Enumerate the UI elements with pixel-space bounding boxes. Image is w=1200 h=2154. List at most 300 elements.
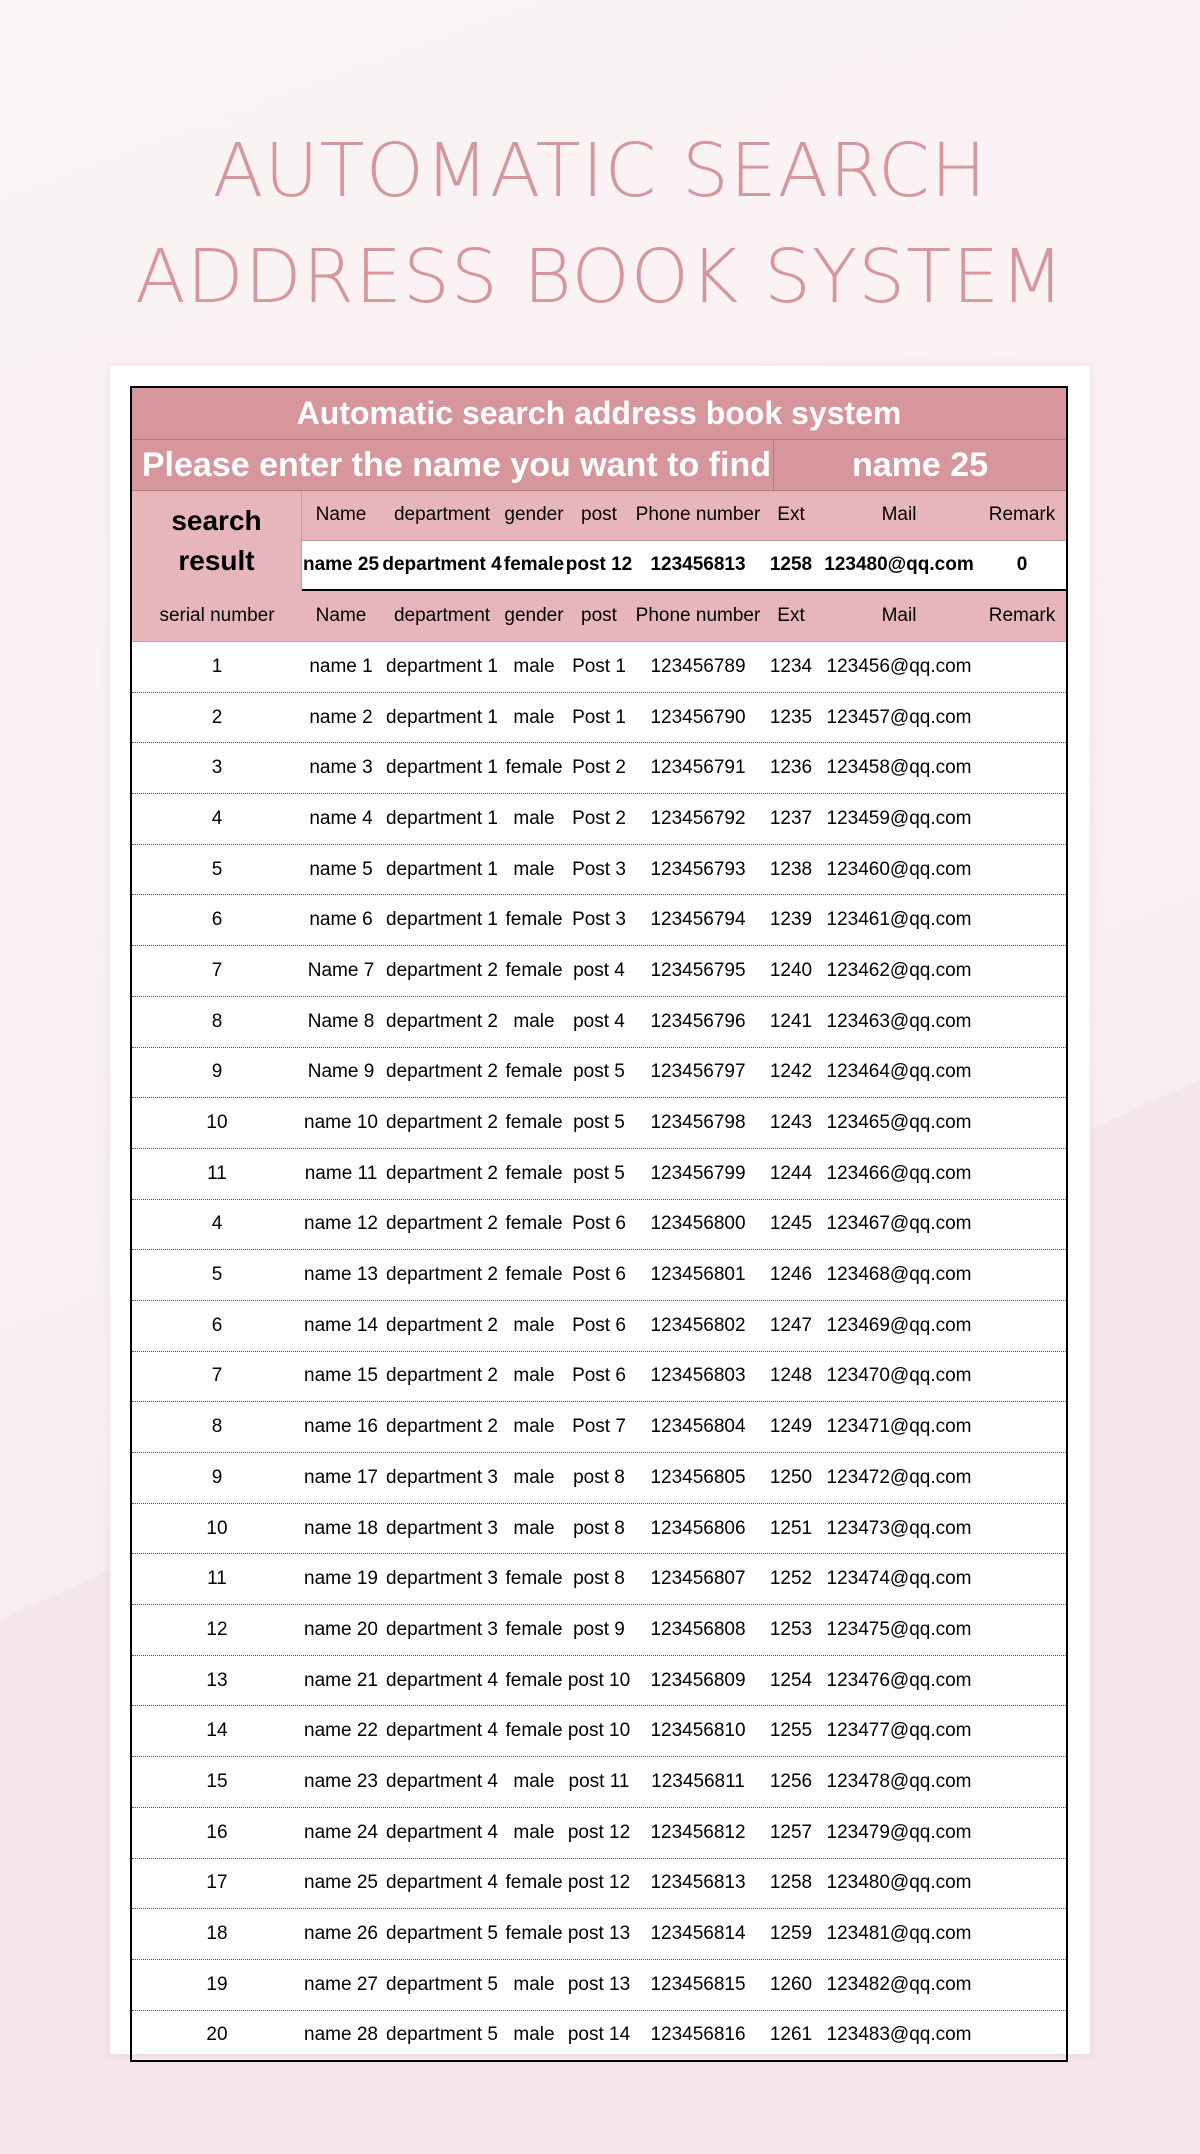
name-cell: name 23 (304, 1770, 378, 1792)
ext-cell: 1253 (769, 1618, 813, 1640)
gender-cell: male (513, 807, 555, 829)
post-cell: Post 2 (572, 757, 626, 779)
serial-number-cell: 4 (211, 1213, 223, 1235)
table-row (132, 693, 1066, 744)
remark-cell (978, 1149, 1066, 1199)
mail-cell: 123482@qq.com (826, 1973, 972, 1995)
department-cell: department 1 (386, 909, 498, 931)
table-header-cell: Ext (777, 605, 805, 626)
mail-cell: 123481@qq.com (826, 1923, 972, 1945)
ext-cell: 1258 (769, 1872, 813, 1894)
ext-cell: 1243 (769, 1112, 813, 1134)
name-cell: name 27 (304, 1973, 378, 1995)
mail-cell: 123462@qq.com (826, 959, 972, 981)
serial-number-cell: 11 (207, 1568, 227, 1590)
name-cell: name 15 (304, 1365, 378, 1387)
table-row (132, 1250, 1066, 1301)
mail-cell: 123457@qq.com (826, 706, 972, 728)
post-cell: post 8 (573, 1466, 625, 1488)
department-cell: department 4 (386, 1720, 498, 1742)
department-cell: department 1 (386, 858, 498, 880)
mail-cell: 123472@qq.com (826, 1466, 972, 1488)
remark-cell (978, 1402, 1066, 1452)
remark-cell (978, 642, 1066, 692)
department-cell: department 3 (386, 1517, 498, 1539)
post-cell: post 10 (567, 1720, 631, 1742)
page-title (0, 118, 1200, 330)
post-cell: post 5 (573, 1112, 625, 1134)
department-cell: department 2 (386, 1162, 498, 1184)
gender-cell: female (505, 959, 563, 981)
search-prompt-label: Please enter the name you want to find (132, 440, 774, 490)
table-row (132, 946, 1066, 997)
serial-number-cell: 15 (206, 1770, 228, 1792)
name-cell: name 17 (304, 1466, 378, 1488)
gender-cell: female (505, 757, 563, 779)
remark-cell (978, 946, 1066, 996)
table-row (132, 1200, 1066, 1251)
table-header-cell: Mail (881, 605, 917, 626)
serial-number-cell: 5 (211, 858, 223, 880)
post-cell: post 10 (567, 1669, 631, 1691)
table-row (132, 743, 1066, 794)
result-header-cell: Phone number (635, 504, 761, 526)
name-cell: name 4 (309, 807, 373, 829)
table-row (132, 1048, 1066, 1099)
result-header-cell: Remark (988, 504, 1056, 526)
table-header-cell: post (581, 605, 617, 626)
phone-cell: 123456794 (650, 909, 746, 931)
department-cell: department 1 (386, 706, 498, 728)
name-cell: name 13 (304, 1264, 378, 1286)
remark-cell (978, 1250, 1066, 1300)
gender-cell: female (505, 1112, 563, 1134)
gender-cell: female (505, 1669, 563, 1691)
table-row (132, 1504, 1066, 1555)
department-cell: department 2 (386, 1314, 498, 1336)
table-row (132, 1960, 1066, 2011)
department-cell: department 5 (386, 1923, 498, 1945)
remark-cell (978, 1200, 1066, 1250)
phone-cell: 123456790 (650, 706, 746, 728)
remark-cell (978, 997, 1066, 1047)
gender-cell: female (505, 909, 563, 931)
result-header-cell: Mail (881, 504, 917, 526)
mail-cell: 123479@qq.com (826, 1821, 972, 1843)
ext-cell: 1236 (769, 757, 813, 779)
gender-cell: female (505, 1923, 563, 1945)
search-prompt-row (132, 440, 1066, 491)
table-row (132, 1301, 1066, 1352)
table-header (132, 591, 1066, 642)
gender-cell: male (513, 1365, 555, 1387)
post-cell: post 5 (573, 1061, 625, 1083)
phone-cell: 123456793 (650, 858, 746, 880)
mail-cell: 123476@qq.com (826, 1669, 972, 1691)
ext-cell: 1250 (769, 1466, 813, 1488)
remark-cell (978, 693, 1066, 743)
serial-number-cell: 9 (211, 1061, 223, 1083)
gender-cell: male (513, 1973, 555, 1995)
phone-cell: 123456812 (650, 1821, 746, 1843)
result-header-cell: Ext (777, 504, 805, 526)
table-row (132, 895, 1066, 946)
ext-cell: 1235 (769, 706, 813, 728)
post-cell: post 13 (567, 1973, 631, 1995)
remark-cell (978, 1706, 1066, 1756)
result-value-cell: 123480@qq.com (824, 553, 974, 575)
remark-cell (978, 1048, 1066, 1098)
result-value-cell: female (504, 553, 564, 575)
post-cell: post 12 (567, 1821, 631, 1843)
post-cell: Post 1 (572, 706, 626, 728)
mail-cell: 123477@qq.com (826, 1720, 972, 1742)
name-cell: name 28 (304, 2024, 378, 2046)
gender-cell: female (505, 1213, 563, 1235)
mail-cell: 123463@qq.com (826, 1010, 972, 1032)
post-cell: post 14 (567, 2024, 631, 2046)
table-body (132, 642, 1066, 2060)
title-line-1: AUTOMATIC SEARCH (212, 128, 988, 214)
gender-cell: female (505, 1264, 563, 1286)
mail-cell: 123474@qq.com (826, 1568, 972, 1590)
department-cell: department 2 (386, 1112, 498, 1134)
phone-cell: 123456797 (650, 1061, 746, 1083)
remark-cell (978, 1757, 1066, 1807)
remark-cell (978, 845, 1066, 895)
remark-cell (978, 1909, 1066, 1959)
remark-cell (978, 794, 1066, 844)
remark-cell (978, 1808, 1066, 1858)
department-cell: department 4 (386, 1872, 498, 1894)
ext-cell: 1238 (769, 858, 813, 880)
post-cell: post 4 (573, 1010, 625, 1032)
result-value-cell: post 12 (565, 553, 633, 575)
phone-cell: 123456803 (650, 1365, 746, 1387)
name-cell: Name 9 (307, 1061, 375, 1083)
mail-cell: 123465@qq.com (826, 1112, 972, 1134)
serial-number-cell: 6 (211, 1314, 223, 1336)
phone-cell: 123456814 (650, 1923, 746, 1945)
phone-cell: 123456805 (650, 1466, 746, 1488)
table-row (132, 642, 1066, 693)
mail-cell: 123483@qq.com (826, 2024, 972, 2046)
serial-number-cell: 3 (211, 757, 223, 779)
phone-cell: 123456811 (651, 1770, 745, 1792)
mail-cell: 123480@qq.com (826, 1872, 972, 1894)
search-name-input[interactable]: name 25 (851, 445, 989, 484)
gender-cell: male (513, 706, 555, 728)
table-row (132, 997, 1066, 1048)
serial-number-cell: 14 (206, 1720, 228, 1742)
ext-cell: 1244 (769, 1162, 813, 1184)
remark-cell (978, 895, 1066, 945)
search-result-block (132, 491, 1066, 591)
post-cell: post 9 (573, 1618, 625, 1640)
mail-cell: 123466@qq.com (826, 1162, 972, 1184)
remark-cell (978, 743, 1066, 793)
name-cell: name 2 (309, 706, 373, 728)
post-cell: Post 6 (572, 1264, 626, 1286)
ext-cell: 1251 (769, 1517, 813, 1539)
table-row (132, 1757, 1066, 1808)
address-book-sheet (130, 386, 1068, 2062)
serial-number-cell: 6 (211, 909, 223, 931)
table-row (132, 1808, 1066, 1859)
serial-number-cell: 2 (211, 706, 223, 728)
ext-cell: 1257 (769, 1821, 813, 1843)
search-result-label-line-1: search (171, 505, 262, 536)
department-cell: department 4 (386, 1669, 498, 1691)
result-value-cell: 0 (1016, 553, 1028, 575)
mail-cell: 123475@qq.com (826, 1618, 972, 1640)
mail-cell: 123464@qq.com (826, 1061, 972, 1083)
serial-number-cell: 18 (206, 1923, 228, 1945)
department-cell: department 2 (386, 1061, 498, 1083)
serial-number-cell: 20 (206, 2024, 228, 2046)
result-header-cell: post (581, 504, 617, 526)
mail-cell: 123459@qq.com (826, 807, 972, 829)
table-header-cell: Phone number (635, 605, 761, 626)
mail-cell: 123473@qq.com (826, 1517, 972, 1539)
table-row (132, 1605, 1066, 1656)
mail-cell: 123469@qq.com (826, 1314, 972, 1336)
table-header-cell: department (393, 605, 491, 626)
name-cell: name 26 (304, 1923, 378, 1945)
name-cell: name 24 (304, 1821, 378, 1843)
serial-number-cell: 7 (211, 1365, 223, 1387)
gender-cell: male (513, 655, 555, 677)
ext-cell: 1240 (769, 959, 813, 981)
mail-cell: 123478@qq.com (826, 1770, 972, 1792)
gender-cell: male (513, 1517, 555, 1539)
serial-number-cell: 17 (206, 1872, 228, 1894)
remark-cell (978, 1605, 1066, 1655)
mail-cell: 123461@qq.com (826, 909, 972, 931)
phone-cell: 123456798 (650, 1112, 746, 1134)
mail-cell: 123470@qq.com (826, 1365, 972, 1387)
remark-cell (978, 1504, 1066, 1554)
gender-cell: male (513, 1821, 555, 1843)
name-cell: name 21 (304, 1669, 378, 1691)
phone-cell: 123456815 (650, 1973, 746, 1995)
table-row (132, 1859, 1066, 1910)
department-cell: department 1 (386, 807, 498, 829)
table-row (132, 794, 1066, 845)
ext-cell: 1249 (769, 1416, 813, 1438)
ext-cell: 1259 (769, 1923, 813, 1945)
table-header-cell: serial number (159, 605, 275, 626)
result-header-cell: gender (504, 504, 564, 526)
phone-cell: 123456802 (650, 1314, 746, 1336)
name-cell: Name 8 (307, 1010, 375, 1032)
post-cell: Post 6 (572, 1213, 626, 1235)
table-header-cell: Remark (988, 605, 1056, 626)
search-result-label-line-2: result (178, 545, 255, 576)
department-cell: department 3 (386, 1618, 498, 1640)
table-row (132, 1453, 1066, 1504)
department-cell: department 4 (386, 1770, 498, 1792)
ext-cell: 1261 (769, 2024, 813, 2046)
remark-cell (978, 1656, 1066, 1706)
gender-cell: female (505, 1720, 563, 1742)
gender-cell: male (513, 1770, 555, 1792)
table-row (132, 1149, 1066, 1200)
remark-cell (978, 1960, 1066, 2010)
ext-cell: 1246 (769, 1264, 813, 1286)
serial-number-cell: 13 (206, 1669, 228, 1691)
table-header-cell: Name (315, 605, 367, 626)
serial-number-cell: 11 (207, 1162, 227, 1184)
post-cell: post 8 (573, 1517, 625, 1539)
phone-cell: 123456816 (650, 2024, 746, 2046)
phone-cell: 123456806 (650, 1517, 746, 1539)
table-row (132, 1554, 1066, 1605)
serial-number-cell: 9 (211, 1466, 223, 1488)
mail-cell: 123467@qq.com (826, 1213, 972, 1235)
mail-cell: 123456@qq.com (826, 655, 972, 677)
ext-cell: 1245 (769, 1213, 813, 1235)
name-cell: name 11 (304, 1162, 378, 1184)
department-cell: department 1 (386, 757, 498, 779)
post-cell: Post 2 (572, 807, 626, 829)
name-cell: name 6 (309, 909, 373, 931)
ext-cell: 1256 (769, 1770, 813, 1792)
serial-number-cell: 5 (211, 1264, 223, 1286)
phone-cell: 123456792 (650, 807, 746, 829)
department-cell: department 5 (386, 1973, 498, 1995)
table-row (132, 1098, 1066, 1149)
search-result-label (132, 491, 302, 591)
table-row (132, 845, 1066, 896)
result-value-cell: department 4 (382, 553, 502, 575)
remark-cell (978, 1453, 1066, 1503)
ext-cell: 1248 (769, 1365, 813, 1387)
phone-cell: 123456809 (650, 1669, 746, 1691)
post-cell: post 5 (573, 1162, 625, 1184)
table-row (132, 2011, 1066, 2061)
name-cell: name 22 (304, 1720, 378, 1742)
name-cell: Name 7 (307, 959, 375, 981)
department-cell: department 3 (386, 1568, 498, 1590)
ext-cell: 1247 (769, 1314, 813, 1336)
department-cell: department 2 (386, 1264, 498, 1286)
phone-cell: 123456807 (650, 1568, 746, 1590)
result-value-cell: 123456813 (650, 553, 746, 575)
phone-cell: 123456795 (650, 959, 746, 981)
serial-number-cell: 8 (211, 1010, 223, 1032)
result-value-cell: name 25 (302, 553, 380, 575)
ext-cell: 1260 (769, 1973, 813, 1995)
serial-number-cell: 10 (206, 1112, 228, 1134)
table-row (132, 1402, 1066, 1453)
name-cell: name 14 (304, 1314, 378, 1336)
department-cell: department 2 (386, 1010, 498, 1032)
department-cell: department 2 (386, 959, 498, 981)
mail-cell: 123471@qq.com (826, 1416, 972, 1438)
serial-number-cell: 10 (206, 1517, 228, 1539)
department-cell: department 2 (386, 1213, 498, 1235)
gender-cell: female (505, 1061, 563, 1083)
phone-cell: 123456799 (650, 1162, 746, 1184)
gender-cell: male (513, 1416, 555, 1438)
remark-cell (978, 2011, 1066, 2061)
post-cell: post 12 (567, 1872, 631, 1894)
post-cell: Post 3 (572, 909, 626, 931)
table-row (132, 1909, 1066, 1960)
post-cell: Post 7 (572, 1416, 626, 1438)
name-cell: name 25 (304, 1872, 378, 1894)
post-cell: post 4 (573, 959, 625, 981)
post-cell: Post 3 (572, 858, 626, 880)
ext-cell: 1242 (769, 1061, 813, 1083)
gender-cell: male (513, 1314, 555, 1336)
phone-cell: 123456810 (650, 1720, 746, 1742)
name-cell: name 10 (304, 1112, 378, 1134)
phone-cell: 123456804 (650, 1416, 746, 1438)
result-header-cell: Name (315, 504, 367, 526)
gender-cell: male (513, 858, 555, 880)
gender-cell: female (505, 1872, 563, 1894)
phone-cell: 123456813 (650, 1872, 746, 1894)
name-cell: name 19 (304, 1568, 378, 1590)
name-cell: name 1 (309, 655, 373, 677)
search-result-values (302, 541, 1066, 592)
table-row (132, 1706, 1066, 1757)
gender-cell: female (505, 1568, 563, 1590)
remark-cell (978, 1352, 1066, 1402)
post-cell: Post 1 (572, 655, 626, 677)
post-cell: Post 6 (572, 1314, 626, 1336)
search-result-header (302, 491, 1066, 541)
ext-cell: 1255 (769, 1720, 813, 1742)
ext-cell: 1241 (769, 1010, 813, 1032)
table-row (132, 1352, 1066, 1403)
phone-cell: 123456801 (650, 1264, 746, 1286)
serial-number-cell: 12 (206, 1618, 228, 1640)
post-cell: post 8 (573, 1568, 625, 1590)
result-value-cell: 1258 (769, 553, 813, 575)
department-cell: department 2 (386, 1416, 498, 1438)
ext-cell: 1239 (769, 909, 813, 931)
ext-cell: 1234 (769, 655, 813, 677)
serial-number-cell: 8 (211, 1416, 223, 1438)
phone-cell: 123456789 (650, 655, 746, 677)
phone-cell: 123456791 (650, 757, 746, 779)
remark-cell (978, 1859, 1066, 1909)
table-header-cell: gender (504, 605, 564, 626)
sheet-banner: Automatic search address book system (132, 388, 1066, 440)
department-cell: department 4 (386, 1821, 498, 1843)
ext-cell: 1252 (769, 1568, 813, 1590)
name-cell: name 5 (309, 858, 373, 880)
result-header-cell: department (393, 504, 491, 526)
department-cell: department 2 (386, 1365, 498, 1387)
name-cell: name 18 (304, 1517, 378, 1539)
title-line-2: ADDRESS BOOK SYSTEM (135, 234, 1065, 320)
department-cell: department 3 (386, 1466, 498, 1488)
mail-cell: 123458@qq.com (826, 757, 972, 779)
phone-cell: 123456796 (650, 1010, 746, 1032)
remark-cell (978, 1301, 1066, 1351)
ext-cell: 1254 (769, 1669, 813, 1691)
department-cell: department 5 (386, 2024, 498, 2046)
serial-number-cell: 7 (211, 959, 223, 981)
mail-cell: 123460@qq.com (826, 858, 972, 880)
gender-cell: female (505, 1162, 563, 1184)
remark-cell (978, 1554, 1066, 1604)
gender-cell: female (505, 1618, 563, 1640)
